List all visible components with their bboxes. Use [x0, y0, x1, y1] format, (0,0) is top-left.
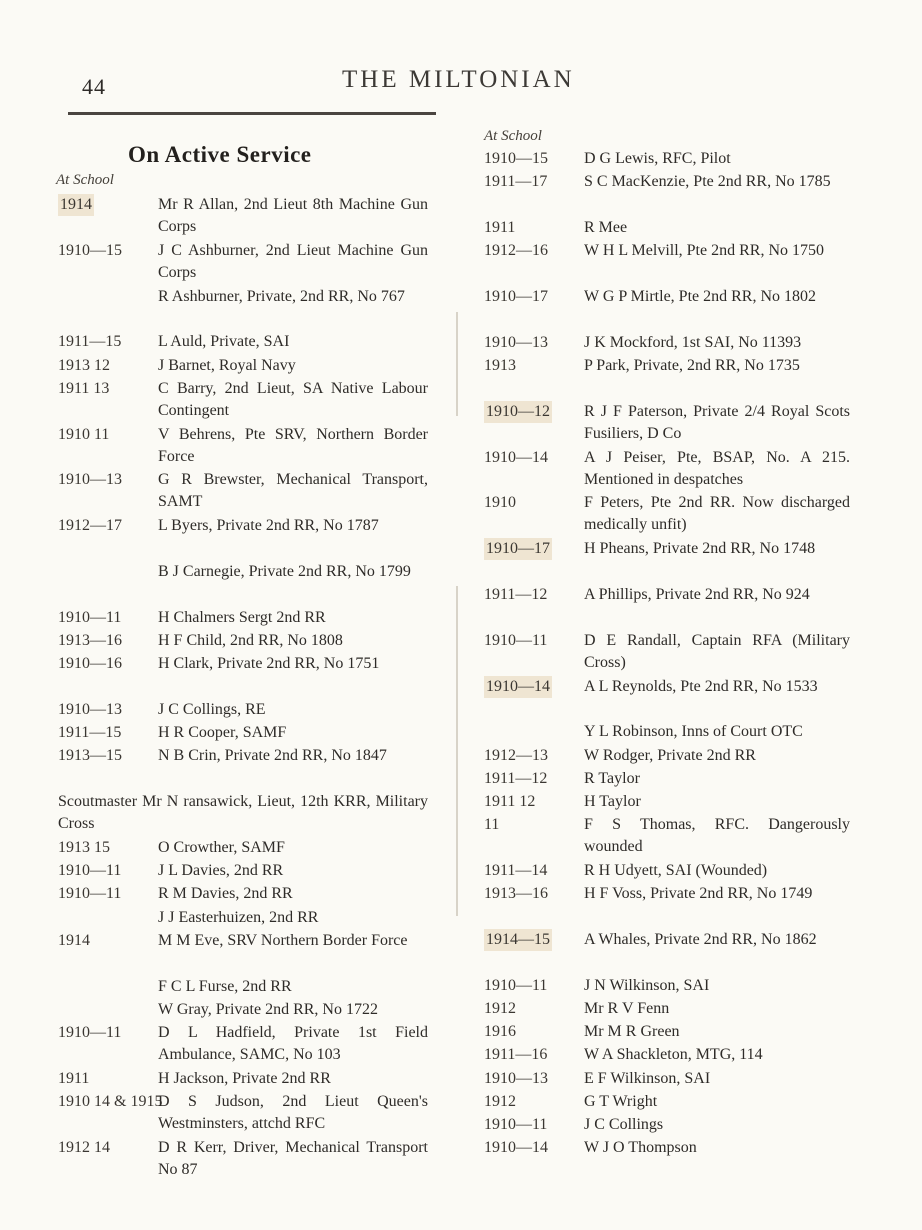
entry-years: 1910—13	[58, 701, 122, 718]
entry-years: 1913—16	[484, 885, 548, 903]
entry-text: D S Judson, 2nd Lieut Queen's Westminsters, attchd RFC	[158, 1093, 428, 1132]
entry-text: D E Randall, Captain RFA (Military Cross)	[584, 631, 850, 671]
section-title: On Active Service	[128, 142, 312, 167]
entry-years: 1910—14	[484, 1139, 548, 1157]
entry-text: B J Carnegie, Private 2nd RR, No 1799	[158, 563, 411, 580]
head-rule	[68, 112, 436, 115]
entry-years: 1910—11	[484, 1116, 548, 1133]
entry-years: 1910—15	[58, 241, 122, 259]
entry-years: 1910—11	[484, 631, 548, 649]
entry-text: A Whales, Private 2nd RR, No 1862	[584, 931, 817, 948]
running-head: THE MILTONIAN	[342, 66, 575, 93]
entry-years: 1911—17	[484, 173, 548, 191]
entry-years: 1913 15	[58, 839, 110, 856]
entry-years: 1911—12	[484, 769, 548, 787]
entry-text: W G P Mirtle, Pte 2nd RR, No 1802	[584, 288, 817, 305]
entry-text: N B Crin, Private 2nd RR, No 1847	[158, 747, 387, 765]
entry-text: H F Voss, Private 2nd RR, No 1749	[584, 885, 813, 903]
entry-text: H R Cooper, SAMF	[158, 724, 287, 742]
entry-years: 1912—17	[58, 517, 122, 535]
entry-text: D R Kerr, Driver, Mechanical Transport No 87	[158, 1138, 428, 1178]
page-number: 44	[82, 74, 106, 99]
entry-text: D L Hadfield, Private 1st Field Ambulance, SAMC, No 103	[158, 1024, 428, 1063]
entry-text: Mr R Allan, 2nd Lieut 8th Machine Gun Corps	[158, 196, 428, 235]
entry-text: R J F Paterson, Private 2/4 Royal Scots Fusiliers, D Co	[584, 402, 850, 442]
entry-text: H Chalmers Sergt 2nd RR	[158, 608, 326, 626]
entry-years: 1910—11	[58, 1024, 122, 1041]
entry-text: V Behrens, Pte SRV, Northern Border Force	[158, 425, 428, 465]
entry-text: H Jackson, Private 2nd RR	[158, 1069, 331, 1087]
entry-years: 1910—11	[58, 862, 122, 880]
entry-text: P Park, Private, 2nd RR, No 1735	[584, 357, 800, 374]
entry-years: 1913	[484, 357, 516, 374]
entry-text: J L Davies, 2nd RR	[158, 862, 284, 880]
entry-years: 1913—15	[58, 747, 122, 765]
entry-text: Scoutmaster Mr N ransawick, Lieut, 12th KRR, Military Cross	[58, 793, 428, 833]
entry-years: 1910—13	[484, 333, 548, 351]
entry-text: D G Lewis, RFC, Pilot	[584, 150, 731, 167]
entry-years: 1910—14	[484, 448, 548, 466]
entry-text: C Barry, 2nd Lieut, SA Native Labour Contingent	[158, 379, 428, 419]
entry-text: F Peters, Pte 2nd RR. Now discharged medically unfit)	[584, 494, 850, 534]
entry-text: A J Peiser, Pte, BSAP, No. A 215. Mentioned in despatches	[584, 448, 850, 488]
entry-text: Y L Robinson, Inns of Court OTC	[584, 723, 803, 741]
entry-text: R Ashburner, Private, 2nd RR, No 767	[158, 287, 405, 305]
entry-years: 1911 12	[484, 793, 536, 810]
entry-text: H Pheans, Private 2nd RR, No 1748	[584, 540, 816, 558]
entry-years: 1910—12	[484, 401, 552, 423]
entry-years: 1912 14	[58, 1138, 110, 1156]
entry-years: 11	[484, 816, 500, 834]
entry-text: F C L Furse, 2nd RR	[158, 977, 292, 995]
entry-text: R Mee	[584, 219, 628, 236]
entry-years: 1911—15	[58, 333, 122, 351]
entry-text: W J O Thompson	[584, 1139, 697, 1157]
entry-text: J J Easterhuizen, 2nd RR	[158, 908, 319, 926]
entry-years: 1910	[484, 494, 516, 512]
entry-years: 1910 14 & 1915	[58, 1093, 163, 1110]
entry-text: J K Mockford, 1st SAI, No 11393	[584, 333, 802, 351]
entry-text: W Rodger, Private 2nd RR	[584, 746, 756, 764]
entry-years: 1913 12	[58, 356, 110, 374]
margin-mark-2	[456, 586, 458, 916]
entry-years: 1912—16	[484, 242, 548, 260]
entry-years: 1910—17	[484, 288, 548, 305]
entry-years: 1911	[58, 1069, 90, 1087]
entry-text: G R Brewster, Mechanical Transport, SAMT	[158, 471, 428, 511]
entry-text: Mr M R Green	[584, 1023, 680, 1041]
entry-years: 1914	[58, 194, 94, 216]
entry-years: 1910—11	[58, 608, 122, 626]
entry-text: G T Wright	[584, 1092, 658, 1110]
entry-years: 1910—11	[58, 885, 122, 903]
entry-years: 1914	[58, 931, 90, 949]
entry-text: R H Udyett, SAI (Wounded)	[584, 862, 768, 879]
entry-years: 1914—15	[484, 929, 552, 951]
entry-years: 1910—15	[484, 150, 548, 167]
entry-years: 1913—16	[58, 632, 122, 649]
margin-mark-1	[456, 312, 458, 416]
entry-years: 1912	[484, 1000, 516, 1017]
entry-years: 1910—11	[484, 976, 548, 994]
entry-years: 1910—13	[58, 471, 122, 489]
entry-text: Mr R V Fenn	[584, 1000, 670, 1017]
right-column-heading: At School	[484, 128, 542, 144]
entry-text: H Taylor	[584, 793, 641, 810]
entry-text: H F Child, 2nd RR, No 1808	[158, 632, 343, 649]
entry-text: A Phillips, Private 2nd RR, No 924	[584, 586, 810, 603]
entry-years: 1911—15	[58, 724, 122, 742]
entry-text: J N Wilkinson, SAI	[584, 976, 710, 994]
entry-text: R M Davies, 2nd RR	[158, 885, 293, 903]
entry-years: 1911	[484, 219, 516, 236]
entry-years: 1910—16	[58, 655, 122, 673]
entry-text: F S Thomas, RFC. Dangerously wounded	[584, 816, 850, 856]
entry-text: L Byers, Private 2nd RR, No 1787	[158, 517, 379, 535]
entry-years: 1911—16	[484, 1046, 548, 1064]
entry-years: 1910—13	[484, 1069, 548, 1087]
entry-years: 1910 11	[58, 425, 110, 443]
entry-years: 1912	[484, 1092, 516, 1110]
entry-text: S C MacKenzie, Pte 2nd RR, No 1785	[584, 173, 831, 191]
entry-text: J Barnet, Royal Navy	[158, 356, 296, 374]
entry-years: 1910—14	[484, 676, 552, 698]
entry-years: 1916	[484, 1023, 516, 1041]
entry-text: J C Collings, RE	[158, 701, 266, 718]
entry-years: 1910—17	[484, 538, 552, 560]
entry-text: O Crowther, SAMF	[158, 839, 285, 856]
entry-text: J C Collings	[584, 1116, 664, 1133]
entry-text: H Clark, Private 2nd RR, No 1751	[158, 655, 380, 673]
entry-text: W A Shackleton, MTG, 114	[584, 1046, 763, 1064]
entry-text: E F Wilkinson, SAI	[584, 1069, 711, 1087]
entry-text: A L Reynolds, Pte 2nd RR, No 1533	[584, 677, 818, 695]
entry-years: 1912—13	[484, 746, 548, 764]
entry-text: W Gray, Private 2nd RR, No 1722	[158, 1000, 378, 1018]
entry-years: 1911 13	[58, 379, 110, 397]
entry-text: W H L Melvill, Pte 2nd RR, No 1750	[584, 242, 824, 260]
entry-text: R Taylor	[584, 769, 640, 787]
entry-years: 1911—12	[484, 586, 548, 603]
entry-text: L Auld, Private, SAI	[158, 333, 290, 351]
entry-years: 1911—14	[484, 862, 548, 879]
entry-text: J C Ashburner, 2nd Lieut Machine Gun Corps	[158, 241, 428, 281]
left-column-heading: At School	[56, 172, 114, 188]
entry-text: M M Eve, SRV Northern Border Force	[158, 931, 408, 949]
